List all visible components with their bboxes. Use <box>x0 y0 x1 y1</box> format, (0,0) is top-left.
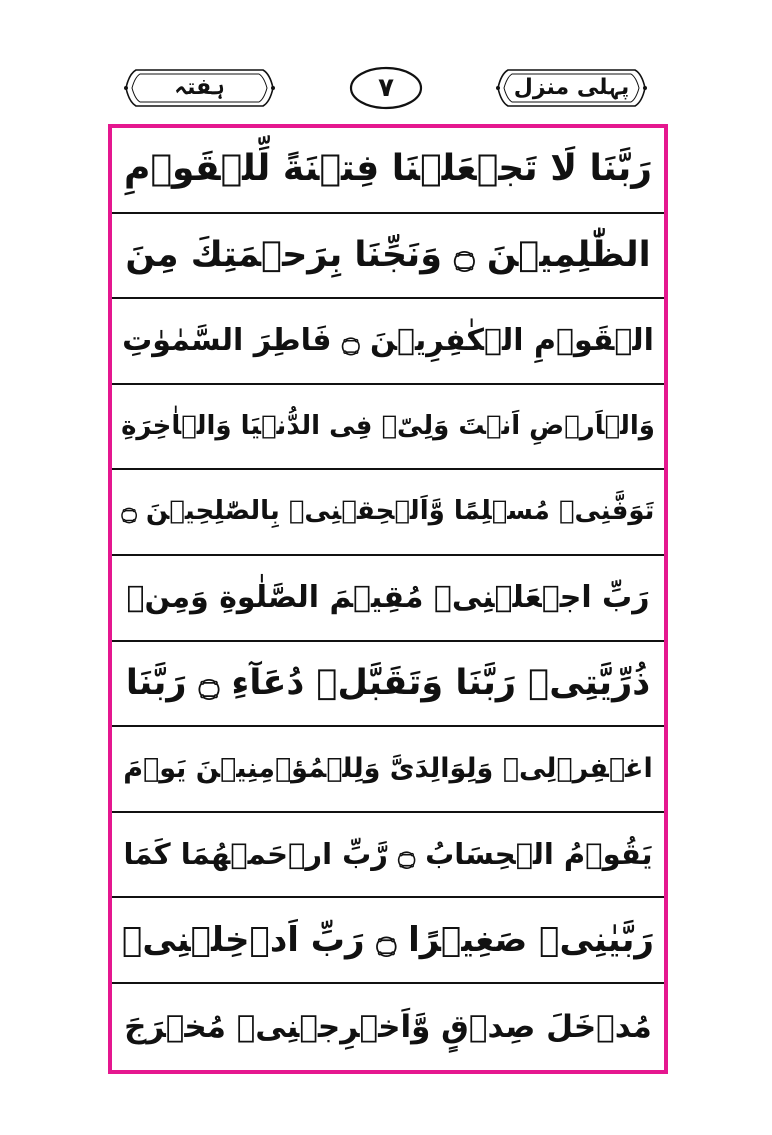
manzil-label: پہلی منزل <box>513 75 630 100</box>
verse-line-text: اغۡفِرۡلِىۡ وَلِوَالِدَىَّ وَلِلۡمُؤۡمِنِيۡنَ يَوۡمَ <box>123 753 653 785</box>
manzil-cartouche <box>494 64 649 112</box>
verse-line-2 <box>112 214 664 300</box>
verse-line-5 <box>112 470 664 556</box>
page-number: ۷ <box>378 73 394 103</box>
verse-line-1 <box>112 128 664 214</box>
verse-line-text: الۡقَوۡمِ الۡكٰفِرِيۡنَ ۝ فَاطِرَ السَّمٰوٰتِ <box>122 323 654 359</box>
verse-frame <box>108 124 668 1074</box>
verse-line-9 <box>112 813 664 899</box>
verse-line-11 <box>112 984 664 1070</box>
verse-line-text: رَبَّنَا لَا تَجۡعَلۡنَا فِتۡنَةً لِّلۡقَوۡمِ <box>124 148 652 190</box>
verse-line-text: تَوَفَّنِىۡ مُسۡلِمًا وَّاَلۡحِقۡنِىۡ بِالصّٰلِحِيۡنَ ۝ <box>121 496 655 527</box>
verse-line-text: الظّٰلِمِيۡنَ ۝ وَنَجِّنَا بِرَحۡمَتِكَ مِنَ <box>125 234 651 275</box>
verse-line-text: وَالۡاَرۡضِ اَنۡتَ وَلِىّٖ فِى الدُّنۡيَا وَالۡاٰخِرَةِ <box>121 410 655 441</box>
verse-line-4 <box>112 385 664 471</box>
verse-lines <box>112 128 664 1070</box>
verse-line-8 <box>112 727 664 813</box>
verse-line-10 <box>112 898 664 984</box>
verse-line-text: يَقُوۡمُ الۡحِسَابُ ۝ رَّبِّ ارۡحَمۡهُمَا كَمَا <box>123 836 653 871</box>
page-header <box>0 0 772 125</box>
verse-line-text: مُدۡخَلَ صِدۡقٍ وَّاَخۡرِجۡنِىۡ مُخۡرَجَ <box>124 1008 652 1045</box>
day-label: ہفتہ <box>174 75 225 100</box>
verse-line-text: رَبَّيٰنِىۡ صَغِيۡرًا ۝ رَبِّ اَدۡخِلۡنِىۡ <box>121 920 655 961</box>
page-number-badge <box>349 66 423 110</box>
day-cartouche <box>122 64 277 112</box>
verse-line-7 <box>112 642 664 728</box>
verse-line-text: رَبِّ اجۡعَلۡنِىۡ مُقِيۡمَ الصَّلٰوةِ وَمِنۡ <box>126 580 650 616</box>
verse-line-3 <box>112 299 664 385</box>
verse-line-6 <box>112 556 664 642</box>
verse-line-text: ذُرِّيَّتِىۡ رَبَّنَا وَتَقَبَّلۡ دُعَآءِ ۝ رَبَّنَا <box>125 662 651 703</box>
